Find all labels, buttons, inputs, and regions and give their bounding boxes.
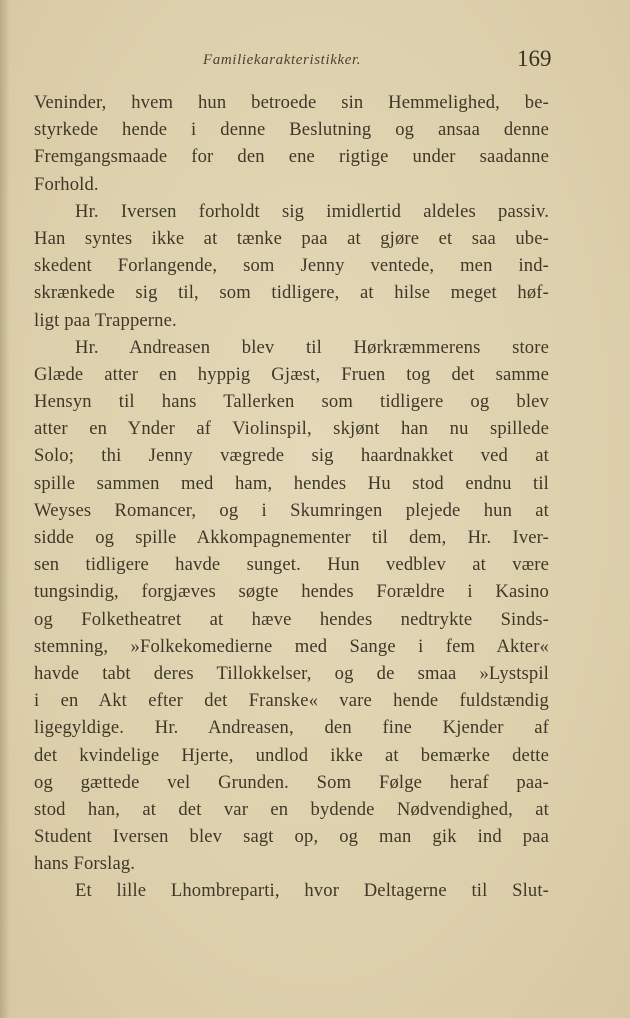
text-line: hans Forslag.: [34, 853, 136, 875]
text-line: styrkede hende i denne Beslutning og ansaa denne: [34, 119, 549, 141]
binding-shadow: [0, 0, 10, 1018]
running-head: [0, 44, 630, 74]
text-line: Glæde atter en hyppig Gjæst, Fruen tog det samme: [34, 363, 549, 385]
running-title: Familiekarakteristikker.: [203, 52, 362, 68]
text-line: og Folketheatret at hæve hendes nedtrykte Sinds-: [34, 608, 549, 630]
text-line: tungsindig, forgjæves søgte hendes Forældre i Kasino: [34, 581, 549, 603]
text-line: havde tabt deres Tillokkelser, og de smaa »Lystspil: [34, 662, 549, 684]
text-line: Han syntes ikke at tænke paa at gjøre et saa ube-: [34, 227, 549, 249]
text-line: sidde og spille Akkompagnementer til dem, Hr. Iver-: [34, 527, 549, 548]
text-line: Hensyn til hans Tallerken som tidligere og blev: [34, 391, 549, 413]
text-line: Student Iversen blev sagt op, og man gik ind paa: [34, 826, 549, 848]
text-line: Fremgangsmaade for den ene rigtige under saadanne: [34, 146, 549, 168]
text-line: og gættede vel Grunden. Som Følge heraf paa-: [34, 771, 549, 793]
text-line: atter en Ynder af Violinspil, skjønt han nu spillede: [34, 418, 549, 440]
text-line: Solo; thi Jenny vægrede sig haardnakket ved at: [34, 445, 549, 467]
text-line: Forhold.: [34, 173, 99, 195]
text-line: Et lille Lhombreparti, hvor Deltagerne til Slut-: [75, 880, 549, 902]
text-line: Hr. Andreasen blev til Hørkræmmerens store: [75, 336, 549, 358]
text-line: Weyses Romancer, og i Skumringen plejede hun at: [34, 499, 549, 521]
text-line: spille sammen med ham, hendes Hu stod endnu til: [34, 472, 549, 494]
body-text: [34, 89, 549, 905]
text-line: skedent Forlangende, som Jenny ventede, men ind-: [34, 255, 549, 277]
text-line: stod han, at det var en bydende Nødvendighed, at: [34, 798, 549, 820]
text-line: stemning, »Folkekomedierne med Sange i fem Akter«: [34, 635, 549, 657]
text-line: det kvindelige Hjerte, undlod ikke at bemærke dette: [34, 744, 549, 766]
text-line: skrænkede sig til, som tidligere, at hilse meget høf-: [34, 282, 549, 304]
text-line: Hr. Iversen forholdt sig imidlertid aldeles passiv.: [75, 200, 549, 222]
text-line: Veninder, hvem hun betroede sin Hemmelighed, be-: [34, 92, 549, 113]
text-line: ligt paa Trapperne.: [34, 309, 177, 331]
text-line: ligegyldige. Hr. Andreasen, den fine Kjender af: [34, 717, 549, 739]
text-line: i en Akt efter det Franske« vare hende fuldstændig: [34, 690, 549, 712]
text-line: sen tidligere havde sunget. Hun vedblev at være: [34, 554, 549, 576]
page-number: 169: [517, 46, 552, 71]
